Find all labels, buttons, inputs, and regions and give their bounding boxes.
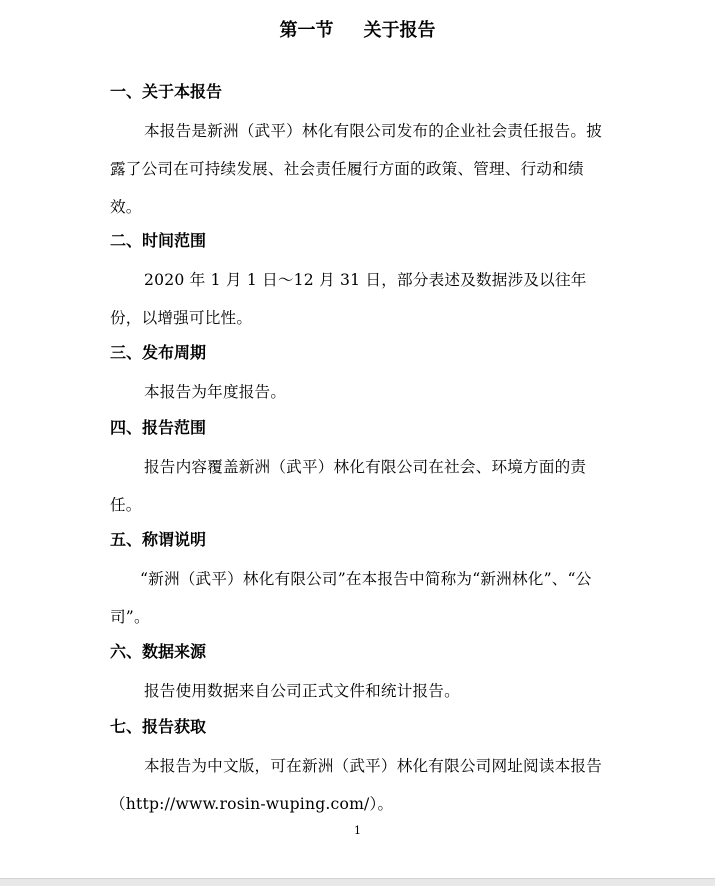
section-time-range bbox=[110, 229, 610, 337]
page-title bbox=[0, 18, 715, 44]
section-body: 本报告为中文版，可在新洲（武平）林化有限公司网址阅读本报告（http://www.rosin-wuping.com/）。 bbox=[110, 757, 603, 813]
section-body: 报告使用数据来自公司正式文件和统计报告。 bbox=[144, 682, 460, 700]
page-number: 1 bbox=[354, 824, 361, 837]
section-heading: 四、报告范围 bbox=[110, 418, 207, 437]
section-about-report bbox=[110, 80, 610, 226]
section-body: “新洲（武平）林化有限公司”在本报告中简称为“新洲林化”、“公司”。 bbox=[110, 570, 592, 626]
section-heading: 五、称谓说明 bbox=[110, 530, 207, 549]
section-body: 本报告为年度报告。 bbox=[144, 383, 287, 401]
section-body: 报告内容覆盖新洲（武平）林化有限公司在社会、环境方面的责任。 bbox=[110, 458, 587, 514]
section-heading: 一、关于本报告 bbox=[110, 82, 223, 101]
section-heading: 三、发布周期 bbox=[110, 343, 207, 362]
section-data-source bbox=[110, 640, 610, 710]
section-body: 2020 年 1 月 1 日～12 月 31 日，部分表述及数据涉及以往年份，以增强可比性。 bbox=[110, 271, 587, 327]
section-body: 本报告是新洲（武平）林化有限公司发布的企业社会责任报告。披露了公司在可持续发展、社会责任履行方面的政策、管理、行动和绩效。 bbox=[110, 122, 603, 216]
section-heading: 六、数据来源 bbox=[110, 642, 207, 661]
section-heading: 七、报告获取 bbox=[110, 717, 207, 736]
section-naming-note bbox=[110, 528, 610, 636]
section-report-scope bbox=[110, 416, 610, 524]
section-publish-cycle bbox=[110, 341, 610, 411]
section-heading: 二、时间范围 bbox=[110, 231, 207, 250]
section-number: 第一节 bbox=[279, 20, 334, 41]
section-report-access bbox=[110, 715, 610, 823]
section-title: 关于报告 bbox=[363, 20, 436, 41]
